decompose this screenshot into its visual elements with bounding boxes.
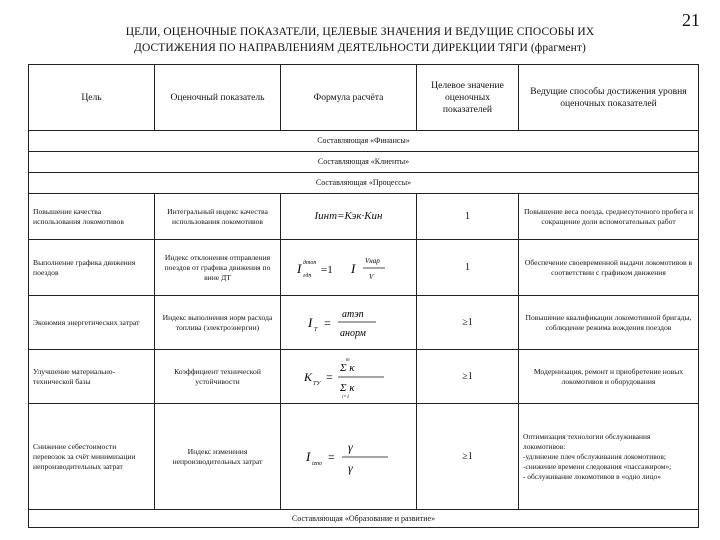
section-education: Составляющая «Образование и развитие» — [29, 510, 699, 528]
page-number: 21 — [682, 10, 700, 30]
formula-denominator: V — [368, 272, 373, 281]
header-methods: Ведущие способы достижения уровня оценочных показателей — [519, 65, 699, 131]
methods-item: -удлинение плеч обслуживания локомотивов; — [523, 451, 666, 461]
formula-numerator: aтэп — [341, 308, 364, 320]
formula-lhs: I — [305, 448, 310, 464]
goal-cell: Улучшение материально-технической базы — [29, 350, 155, 404]
formula-image — [294, 433, 404, 481]
formula-numerator: Σ κ — [339, 361, 355, 374]
formula-sub: гдп — [302, 272, 311, 279]
formula-sub: Т — [313, 326, 317, 333]
methods-cell — [519, 404, 699, 510]
methods-item: -снижение времени следования «пассажиром»; — [523, 461, 672, 471]
methods-item: - обслуживание локомотивов в «одно лицо» — [523, 471, 661, 481]
formula-equals: = — [323, 315, 331, 330]
formula-text: Iинт=Кэк·Кин — [314, 210, 383, 222]
formula-lhs: I — [296, 260, 301, 276]
goal-cell: Экономия энергетических затрат — [29, 296, 155, 350]
formula-limit-bottom: i=1 — [341, 394, 349, 400]
target-cell: 1 — [417, 194, 519, 240]
indicator-cell: Индекс выполнения норм расхода топлива (электроэнергии) — [155, 296, 281, 350]
page-title — [40, 24, 680, 56]
table-row — [29, 404, 699, 510]
formula-denominator: γ — [347, 460, 353, 475]
formula-lhs-2: I — [350, 260, 355, 276]
formula-equals: = — [327, 449, 335, 464]
formula-image — [294, 301, 404, 345]
formula-denominator: Σ κ — [339, 381, 355, 394]
target-cell: 1 — [417, 240, 519, 296]
table-row — [29, 296, 699, 350]
indicator-cell: Интегральный индекс качества использования локомотивов — [155, 194, 281, 240]
methods-head: Оптимизация технологии обслуживания локомотивов: — [523, 431, 651, 451]
goal-cell: Снижение себестоимости перевозок за счёт минимизации непроизводительных затрат — [29, 404, 155, 510]
formula-numerator: γ — [347, 439, 353, 454]
table-row — [29, 350, 699, 404]
methods-cell: Повышение веса поезда, среднесуточного пробега и сокращение доли вспомогательных работ — [519, 194, 699, 240]
formula-lhs: K — [303, 369, 312, 384]
formula-cell — [281, 296, 417, 350]
indicator-cell: Индекс отклонения отправления поездов от графика движения по вине ДТ — [155, 240, 281, 296]
formula-sup: дтоп — [302, 259, 316, 266]
goal-cell: Повышение качества использования локомотивов — [29, 194, 155, 240]
target-cell: ≥1 — [417, 350, 519, 404]
formula-cell — [281, 240, 417, 296]
header-formula: Формула расчёта — [281, 65, 417, 131]
indicator-cell: Коэффициент технической устойчивости — [155, 350, 281, 404]
formula-cell — [281, 404, 417, 510]
formula-limit-top: m — [345, 357, 350, 363]
methods-cell: Повышение квалификации локомотивной бригады, соблюдение режима вождения поездов — [519, 296, 699, 350]
section-finance: Составляющая «Финансы» — [29, 131, 699, 152]
formula-denominator: aнорм — [339, 327, 366, 339]
formula-sub: izno — [311, 460, 322, 467]
title-line-2: ДОСТИЖЕНИЯ ПО НАПРАВЛЕНИЯМ ДЕЯТЕЛЬНОСТИ ДИРЕКЦИИ ТЯГИ (фрагмент) — [134, 42, 586, 54]
formula-lhs: I — [307, 314, 312, 330]
header-goal: Цель — [29, 65, 155, 131]
indicator-cell: Индекс изменения непроизводительных затрат — [155, 404, 281, 510]
formula-image — [294, 353, 404, 401]
methods-cell: Обеспечение своевременной выдачи локомотивов в соответствии с графиком движения — [519, 240, 699, 296]
methods-cell: Модернизация, ремонт и приобретение новых локомотивов и оборудования — [519, 350, 699, 404]
formula-equals: = — [325, 369, 333, 384]
table-row — [29, 194, 699, 240]
goal-cell: Выполнение графика движения поездов — [29, 240, 155, 296]
formula-image — [289, 248, 409, 288]
header-indicator: Оценочный показатель — [155, 65, 281, 131]
title-line-1: ЦЕЛИ, ОЦЕНОЧНЫЕ ПОКАЗАТЕЛИ, ЦЕЛЕВЫЕ ЗНАЧЕНИЯ И ВЕДУЩИЕ СПОСОБЫ ИХ — [125, 26, 595, 38]
formula-cell — [281, 350, 417, 404]
formula-cell — [281, 194, 417, 240]
section-processes: Составляющая «Процессы» — [29, 173, 699, 194]
formula-numerator: Vнар — [364, 256, 380, 265]
formula-sub: ТУ — [312, 380, 320, 387]
goals-table — [28, 64, 699, 528]
target-cell: ≥1 — [417, 404, 519, 510]
header-target: Целевое значение оценочных показателей — [417, 65, 519, 131]
target-cell: ≥1 — [417, 296, 519, 350]
formula-rel: =1 — [320, 263, 333, 276]
header-row — [29, 65, 699, 131]
table-row — [29, 240, 699, 296]
section-clients: Составляющая «Клиенты» — [29, 152, 699, 173]
